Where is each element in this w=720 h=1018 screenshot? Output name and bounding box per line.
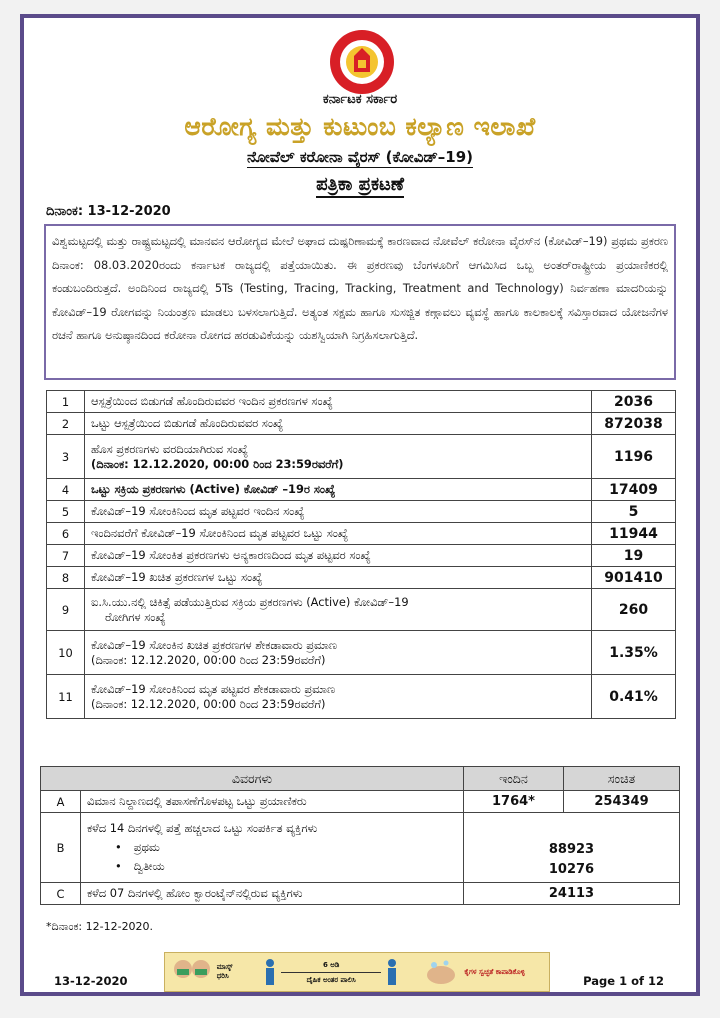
row-description: ಕಳೆದ 07 ದಿನಗಳಲ್ಲಿ ಹೋಂ ಕ್ವಾರಂಟೈನ್‌ನಲ್ಲಿರುವ ವ್ಯಕ್ತಿಗಳು: [81, 883, 464, 905]
primary-contacts-label: • ಪ್ರಥಮ: [87, 840, 457, 855]
press-release-title: ಪತ್ರಿಕಾ ಪ್ರಕಟಣೆ: [24, 174, 696, 195]
row-main-text: ಕೋವಿಡ್–19 ಸೋಂಕಿನಿಂದ ಮೃತ ಪಟ್ಟವರ ಶೇಕಡಾವಾರು ಪ್ರಮಾಣ: [91, 681, 336, 696]
secondary-contacts-label: • ದ್ವಿತೀಯ: [87, 859, 457, 874]
row-description: [81, 813, 464, 883]
row-number: 4: [47, 479, 85, 501]
row-number: 5: [47, 501, 85, 523]
row-description: ವಿಮಾನ ನಿಲ್ದಾಣದಲ್ಲಿ ತಪಾಸಣೆಗೊಳಪಟ್ಟ ಒಟ್ಟು ಪ್ರಯಾಣಿಕರು: [81, 791, 464, 813]
row-main-text: ಒಟ್ಟು ಆಸ್ಪತ್ರೆಯಿಂದ ಬಿಡುಗಡೆ ಹೊಂದಿರುವವರ ಸಂಖ್ಯೆ: [91, 416, 284, 430]
row-sub-text: (ದಿನಾಂಕ: 12.12.2020, 00:00 ರಿಂದ 23:59ರವರೆಗೆ): [91, 696, 326, 711]
stats-row: [47, 545, 676, 567]
row-value: 0.41%: [592, 675, 676, 719]
row-description: [85, 589, 592, 631]
stats-table: [46, 390, 676, 719]
row-description: [85, 631, 592, 675]
row-description: [85, 479, 592, 501]
row-number: 7: [47, 545, 85, 567]
footer-date: 13-12-2020: [54, 974, 128, 988]
row-sub-text: ರೋಗಿಗಳ ಸಂಖ್ಯೆ: [105, 609, 166, 624]
row-b-description: ಕಳೆದ 14 ದಿನಗಳಲ್ಲಿ ಪತ್ತೆ ಹಚ್ಚಲಾದ ಒಟ್ಟು ಸಂಪರ್ಕಿತ ವ್ಯಕ್ತಿಗಳು: [87, 821, 318, 835]
row-description: [85, 391, 592, 413]
hands-text: ಕೈಗಳ ಸ್ವಚ್ಛತೆ ಕಾಪಾಡಿಕೊಳ್ಳಿ: [464, 967, 525, 976]
distance-value: 6 ಅಡಿ: [322, 960, 340, 969]
row-value: 1196: [592, 435, 676, 479]
row-number: 1: [47, 391, 85, 413]
stats-row: [47, 631, 676, 675]
details-row-a: [41, 791, 680, 813]
row-today-value: 1764*: [464, 791, 564, 813]
row-main-text: ಕೋವಿಡ್–19 ಸೋಂಕಿನಿಂದ ಮೃತ ಪಟ್ಟವರ ಇಂದಿನ ಸಂಖ್ಯೆ: [91, 504, 305, 518]
cumulative-header: ಸಂಚಿತ: [564, 767, 680, 791]
row-main-text: ಇಂದಿನವರೆಗೆ ಕೋವಿಡ್–19 ಸೋಂಕಿನಿಂದ ಮೃತ ಪಟ್ಟವರ ಒಟ್ಟು ಸಂಖ್ಯೆ: [91, 526, 349, 540]
row-number: 6: [47, 523, 85, 545]
row-value: 11944: [592, 523, 676, 545]
row-main-text: ಕೋವಿಡ್–19 ಖಚಿತ ಪ್ರಕರಣಗಳ ಒಟ್ಟು ಸಂಖ್ಯೆ: [91, 570, 263, 584]
row-value: 19: [592, 545, 676, 567]
stats-row: [47, 479, 676, 501]
stats-row: [47, 391, 676, 413]
distance-arrow-icon: [281, 972, 381, 973]
government-seal-icon: [328, 28, 396, 96]
row-description: [85, 567, 592, 589]
hands-section: [410, 953, 549, 991]
row-description: [85, 501, 592, 523]
department-title: ಆರೋಗ್ಯ ಮತ್ತು ಕುಟುಂಬ ಕಲ್ಯಾಣ ಇಲಾಖೆ: [184, 112, 536, 141]
person-icon: [385, 958, 399, 986]
distance-text: [281, 960, 381, 985]
stats-row: [47, 523, 676, 545]
row-main-text: ಕೋವಿಡ್–19 ಸೋಂಕಿನ ಖಚಿತ ಪ್ರಕರಣಗಳ ಶೇಕಡಾವಾರು ಪ್ರಮಾಣ: [91, 637, 337, 652]
row-value: 901410: [592, 567, 676, 589]
row-value: 1.35%: [592, 631, 676, 675]
row-description: [85, 413, 592, 435]
row-value: 872038: [592, 413, 676, 435]
details-row-c: [41, 883, 680, 905]
row-sub-text: (ದಿನಾಂಕ: 12.12.2020, 00:00 ರಿಂದ 23:59ರವರೆಗೆ): [91, 652, 326, 667]
row-number: 11: [47, 675, 85, 719]
row-label: B: [41, 813, 81, 883]
details-row-b: [41, 813, 680, 883]
row-description: [85, 545, 592, 567]
row-number: 8: [47, 567, 85, 589]
row-b-values: [464, 813, 680, 883]
row-cumulative-value: 254349: [564, 791, 680, 813]
row-value: 2036: [592, 391, 676, 413]
row-number: 10: [47, 631, 85, 675]
page-number: Page 1 of 12: [583, 974, 664, 988]
row-main-text: ಐ.ಸಿ.ಯು.ನಲ್ಲಿ ಚಿಕಿತ್ಸೆ ಪಡೆಯುತ್ತಿರುವ ಸಕ್ರಿಯ ಪ್ರಕರಣಗಳು (Active) ಕೋವಿಡ್–19: [91, 594, 409, 609]
row-main-text: ಕೋವಿಡ್–19 ಸೋಂಕಿತ ಪ್ರಕರಣಗಳು ಅನ್ಯಕಾರಣದಿಂದ ಮೃತ ಪಟ್ಟವರ ಸಂಖ್ಯೆ: [91, 548, 371, 562]
secondary-contacts-value: 10276: [548, 862, 595, 877]
stats-row: [47, 567, 676, 589]
today-header: ಇಂದಿನ: [464, 767, 564, 791]
primary-contacts-value: 88923: [548, 842, 595, 857]
row-value: 5: [592, 501, 676, 523]
covid-guidelines-banner: [164, 952, 550, 992]
distance-section: [253, 953, 410, 991]
row-number: 3: [47, 435, 85, 479]
row-number: 9: [47, 589, 85, 631]
row-number: 2: [47, 413, 85, 435]
row-description: [85, 675, 592, 719]
row-c-value: 24113: [464, 883, 680, 905]
release-date: ದಿನಾಂಕ: 13-12-2020: [46, 204, 171, 219]
intro-paragraph: ವಿಶ್ವಮಟ್ಟದಲ್ಲಿ ಮತ್ತು ರಾಷ್ಟ್ರಮಟ್ಟದಲ್ಲಿ ಮಾನವನ ಆರೋಗ್ಯದ ಮೇಲೆ ಅಘಾದ ದುಷ್ಪರಿಣಾಮಕ್ಕೆ ಕಾರಣವಾದ ನೋವೆಲ್ ಕರೋನಾ ವೈರಸ್‌ನ (ಕೋವಿಡ್–19) ಪ್ರಥಮ ಪ್ರಕರಣ ದಿನಾಂಕ: 08.03.2020ರಂದು ಕರ್ನಾಟಕ ರಾಜ್ಯದಲ್ಲಿ ಪತ್ತೆಯಾಯಿತು. ಈ ಪ್ರಕರಣವು ಬೆಂಗಳೂರಿಗೆ ಆಗಮಿಸಿದ ಒಬ್ಬ ಅಂತರ್‌ರಾಷ್ಟ್ರೀಯ ಪ್ರಯಾಣಿಕರಲ್ಲಿ ಕಂಡುಬಂದಿರುತ್ತದೆ. ಅಂದಿನಿಂದ ರಾಜ್ಯದಲ್ಲಿ 5Ts (Testing, Tracing, Tracking, Treatment and Technology) ನಿರ್ವಹಣಾ ಮಾದರಿಯನ್ನು ಕೋವಿಡ್–19 ರೋಗವನ್ನು ನಿಯಂತ್ರಣ ಮಾಡಲು ಬಳಸಲಾಗುತ್ತಿದೆ. ಅತ್ಯಂತ ಸಕ್ಷಮ ಹಾಗೂ ಸುಸಜ್ಜಿತ ಕಣ್ಗಾವಲು ವ್ಯವಸ್ಥೆ ಹಾಗೂ ಕಾಲಕಾಲಕ್ಕೆ ಸವಿಸ್ತಾರವಾದ ಯೋಜನೆಗಳ ರಚನೆ ಹಾಗೂ ಅನುಷ್ಠಾನದಿಂದ ಕರೋನಾ ರೋಗದ ಹರಡುವಿಕೆಯನ್ನು ಯಶಸ್ವಿಯಾಗಿ ನಿಗ್ರಹಿಸಲಾಗುತ್ತಿದೆ.: [44, 224, 676, 380]
row-value: 260: [592, 589, 676, 631]
stats-row: [47, 413, 676, 435]
person-icon: [263, 958, 277, 986]
government-name: ಕರ್ನಾಟಕ ಸರ್ಕಾರ: [322, 92, 398, 107]
row-main-text: ಒಟ್ಟು ಸಕ್ರಿಯ ಪ್ರಕರಣಗಳು (Active) ಕೋವಿಡ್ –19ರ ಸಂಖ್ಯೆ: [91, 482, 336, 496]
row-label: C: [41, 883, 81, 905]
row-label: A: [41, 791, 81, 813]
details-header: ವಿವರಗಳು: [41, 767, 464, 791]
row-sub-text: (ದಿನಾಂಕ: 12.12.2020, 00:00 ರಿಂದ 23:59ರವರೆಗೆ): [91, 456, 344, 471]
row-value: 17409: [592, 479, 676, 501]
mask-text: ಮಾಸ್ಕ್ ಧರಿಸಿ: [216, 963, 233, 980]
row-description: [85, 523, 592, 545]
virus-title: ನೋವೆಲ್ ಕರೋನಾ ವೈರಸ್ (ಕೋವಿಡ್–19): [246, 148, 474, 166]
stats-row: [47, 589, 676, 631]
row-main-text: ಹೊಸ ಪ್ರಕರಣಗಳು ವರದಿಯಾಗಿರುವ ಸಂಖ್ಯೆ: [91, 441, 249, 456]
row-description: [85, 435, 592, 479]
stats-row: [47, 435, 676, 479]
distance-subtext: ದೈಹಿಕ ಅಂತರ ಪಾಲಿಸಿ: [306, 975, 356, 984]
details-table: [40, 766, 680, 905]
row-main-text: ಆಸ್ಪತ್ರೆಯಿಂದ ಬಿಡುಗಡೆ ಹೊಂದಿರುವವರ ಇಂದಿನ ಪ್ರಕರಣಗಳ ಸಂಖ್ಯೆ: [91, 394, 333, 408]
stats-row: [47, 675, 676, 719]
footnote: *ದಿನಾಂಕ: 12-12-2020.: [46, 920, 154, 933]
masked-faces-icon: [171, 957, 213, 987]
mask-section: [165, 953, 253, 991]
stats-row: [47, 501, 676, 523]
document-page: [20, 14, 700, 996]
hand-wash-icon: [424, 957, 458, 987]
